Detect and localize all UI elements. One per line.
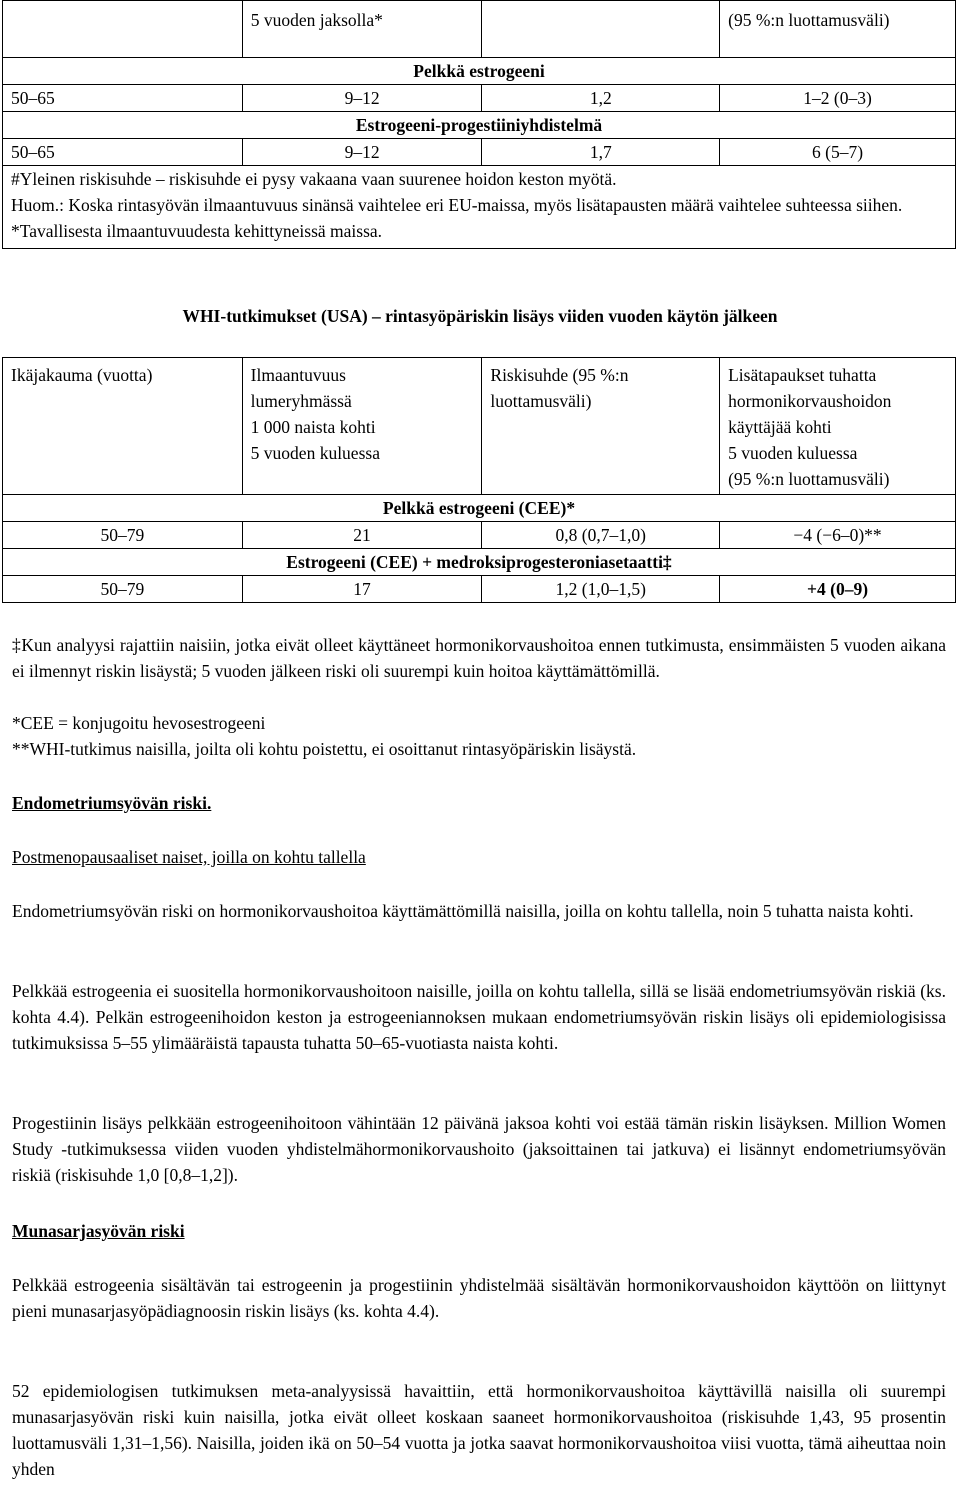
paragraph: Pelkkää estrogeenia sisältävän tai estrogeenin ja progestiinin yhdistelmää sisältävän hormonikorvaushoidon käyttöön on liittynyt pieni munasarjasyöpädiagnoosin riskin lisäys (ks. kohta 4.4). <box>12 1275 946 1321</box>
footnote-cee: *CEE = konjugoitu hevosestrogeeni <box>12 713 266 733</box>
table2-header-row <box>3 358 956 495</box>
table2-title: WHI-tutkimukset (USA) – rintasyöpäriskin lisäys viiden vuoden käytön jälkeen <box>182 306 778 326</box>
table1-header-row <box>3 1 956 58</box>
table2-row: 50–79 21 0,8 (0,7–1,0) −4 (−6–0)** <box>3 522 956 549</box>
paragraph: Pelkkää estrogeenia ei suositella hormonikorvaushoitoon naisille, joilla on kohtu tallella, sillä se lisää endometriumsyövän riskiä (ks. kohta 4.4). Pelkän estrogeenihoidon keston ja estrogeeniannoksen mukaan endometriumsyövän riskin lisäys oli epidemiologisissa tutkimuksissa 5–55 ylimääräistä tapausta tuhatta 50–65-vuotiasta naista kohti. <box>12 981 946 1053</box>
footnote-whi: **WHI-tutkimus naisilla, joilta oli kohtu poistettu, ei osoittanut rintasyöpäriskin lisäystä. <box>12 739 637 759</box>
table1-row: 50–65 9–12 1,2 1–2 (0–3) <box>3 85 956 112</box>
section-heading-ovarian: Munasarjasyövän riski <box>12 1221 185 1241</box>
table2-header-incidence: Ilmaantuvuus lumeryhmässä 1 000 naista kohti 5 vuoden kuluessa <box>242 358 482 495</box>
table1-note: #Yleinen riskisuhde – riskisuhde ei pysy vakaana vaan suurenee hoidon keston myötä. <box>3 166 956 193</box>
subheading-postmenopausal: Postmenopausaaliset naiset, joilla on kohtu tallella <box>12 847 366 867</box>
table1-header-cell-2: 5 vuoden jaksolla* <box>242 1 482 58</box>
table1-header-cell-3 <box>482 1 720 58</box>
paragraph: 52 epidemiologisen tutkimuksen meta-analyysissä havaittiin, että hormonikorvaushoitoa käyttävillä naisilla oli suurempi munasarjasyövän riski kuin naisilla, jotka eivät olleet koskaan saaneet hormonikorvaushoitoa (riskisuhde 1,43, 95 prosentin luottamusväli 1,31–1,56). Naisilla, joiden ikä on 50–54 vuotta ja jotka saavat hormonikorvaushoitoa viisi vuotta, tämä aiheuttaa noin yhden <box>12 1381 946 1479</box>
whi-risk-table <box>2 357 956 603</box>
footnote-dagger: ‡Kun analyysi rajattiin naisiin, jotka eivät olleet käyttäneet hormonikorvaushoitoa ennen tutkimusta, ensimmäisten 5 vuoden aikana ei ilmennyt riskin lisäystä; 5 vuoden jälkeen riski oli suurempi kuin hoitoa käyttämättömillä. <box>12 635 946 681</box>
table2-row: 50–79 17 1,2 (1,0–1,5) +4 (0–9) <box>3 576 956 603</box>
table2-header-riskratio: Riskisuhde (95 %:n luottamusväli) <box>482 358 720 495</box>
table1-section-title: Pelkkä estrogeeni <box>3 58 956 85</box>
table1-section-title: Estrogeeni-progestiiniyhdistelmä <box>3 112 956 139</box>
table2-section-title: Estrogeeni (CEE) + medroksiprogesteroniasetaatti‡ <box>3 549 956 576</box>
table1-note: Huom.: Koska rintasyövän ilmaantuvuus sinänsä vaihtelee eri EU-maissa, myös lisätapausten määrä vaihtelee suhteessa siihen. <box>3 192 956 218</box>
table2-section-title: Pelkkä estrogeeni (CEE)* <box>3 495 956 522</box>
table2-header-extra-cases: Lisätapaukset tuhatta hormonikorvaushoidon käyttäjää kohti 5 vuoden kuluessa (95 %:n luottamusväli) <box>720 358 956 495</box>
table1-row: 50–65 9–12 1,7 6 (5–7) <box>3 139 956 166</box>
table1-header-cell-4: (95 %:n luottamusväli) <box>720 1 956 58</box>
section-heading-endometrium: Endometriumsyövän riski. <box>12 793 212 813</box>
paragraph: Endometriumsyövän riski on hormonikorvaushoitoa käyttämättömillä naisilla, joilla on kohtu tallella, noin 5 tuhatta naista kohti. <box>12 901 914 921</box>
table1-header-cell-1 <box>3 1 243 58</box>
table1-note: *Tavallisesta ilmaantuvuudesta kehittyneissä maissa. <box>3 218 956 249</box>
incidence-table-europe <box>2 0 956 249</box>
paragraph: Progestiinin lisäys pelkkään estrogeenihoitoon vähintään 12 päivänä jaksoa kohti voi estää tämän riskin lisäyksen. Million Women Study -tutkimuksessa viiden vuoden yhdistelmähormonikorvaushoito (jaksoittainen tai jatkuva) ei lisännyt endometriumsyövän riskiä (riskisuhde 1,0 [0,8–1,2]). <box>12 1113 946 1185</box>
table2-header-age: Ikäjakauma (vuotta) <box>3 358 243 495</box>
